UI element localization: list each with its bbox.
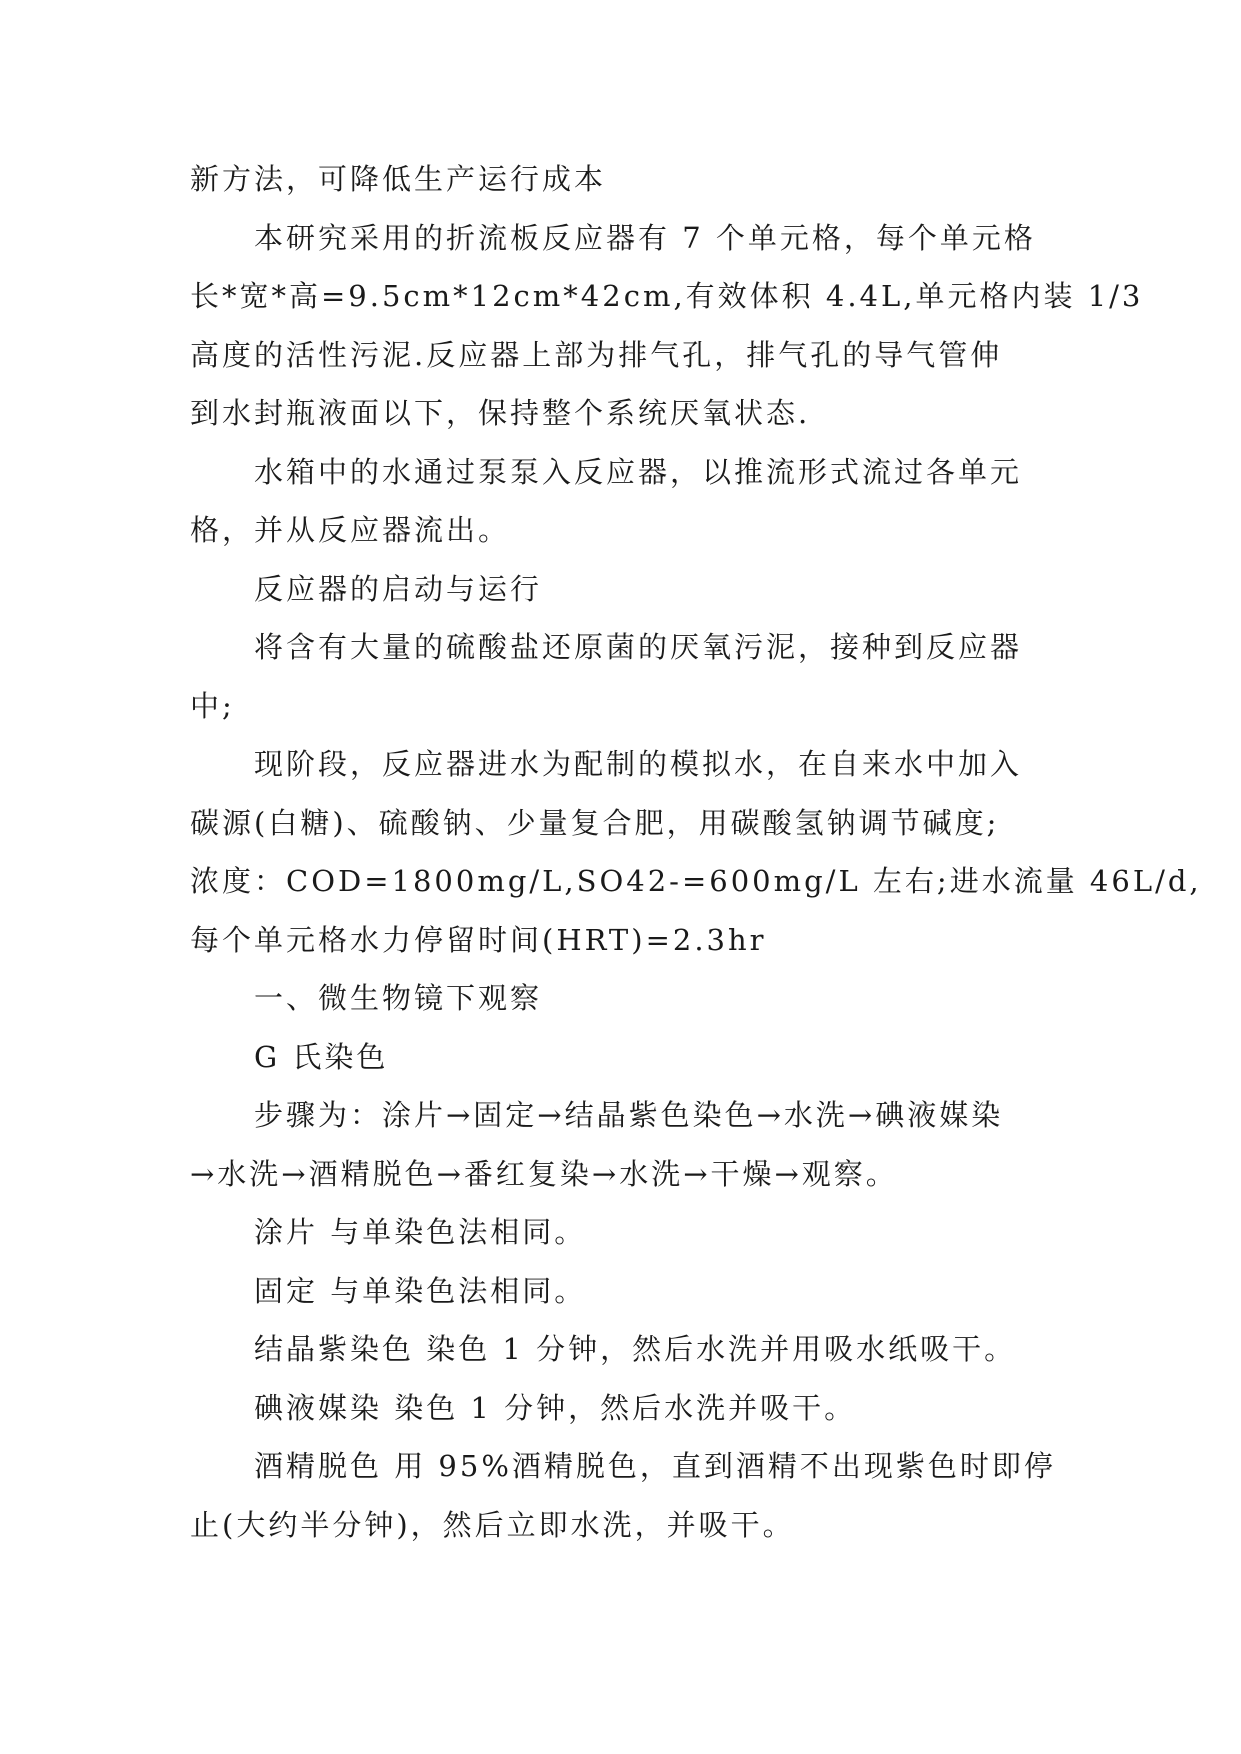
text-line: 格，并从反应器流出。 <box>190 513 511 547</box>
text-line: 每个单元格水力停留时间(HRT)=2.3hr <box>190 922 767 957</box>
text-line: 中; <box>190 688 235 723</box>
step-iodine: 碘液媒染 染色 1 分钟，然后水洗并吸干。 <box>254 1390 857 1425</box>
paragraph-influent: 现阶段，反应器进水为配制的模拟水，在自来水中加入 <box>254 747 1023 781</box>
step-smear: 涂片 与单染色法相同。 <box>254 1215 587 1249</box>
text-line-continuation: 新方法，可降低生产运行成本 <box>190 162 607 196</box>
text-line: 到水封瓶液面以下，保持整个系统厌氧状态. <box>190 396 811 430</box>
step-decolorize: 酒精脱色 用 95%酒精脱色，直到酒精不出现紫色时即停 <box>254 1449 1056 1483</box>
text-line: 浓度：COD=1800mg/L,SO42-=600mg/L 左右;进水流量 46L/d, <box>190 864 1202 898</box>
step-fixation: 固定 与单染色法相同。 <box>254 1273 587 1308</box>
text-line: 止(大约半分钟)，然后立即水洗，并吸干。 <box>190 1507 795 1542</box>
text-line: →水洗→酒精脱色→番红复染→水洗→干燥→观察。 <box>190 1156 898 1191</box>
document-body <box>190 150 1202 1554</box>
paragraph-steps: 步骤为：涂片→固定→结晶紫色染色→水洗→碘液媒染 <box>254 1098 1004 1132</box>
step-crystal-violet: 结晶紫染色 染色 1 分钟，然后水洗并用吸水纸吸干。 <box>254 1332 1017 1366</box>
section-heading-gram-stain: G 氏染色 <box>254 1039 389 1074</box>
paragraph-water-flow: 水箱中的水通过泵泵入反应器，以推流形式流过各单元 <box>254 454 1023 489</box>
paragraph-reactor-description: 本研究采用的折流板反应器有 7 个单元格，每个单元格 <box>254 220 1036 255</box>
text-line: 高度的活性污泥.反应器上部为排气孔，排气孔的导气管伸 <box>190 337 1003 372</box>
text-line: 碳源(白糖)、硫酸钠、少量复合肥，用碳酸氢钠调节碱度; <box>190 805 1000 840</box>
section-heading-startup: 反应器的启动与运行 <box>254 571 543 606</box>
text-line: 长*宽*高=9.5cm*12cm*42cm,有效体积 4.4L,单元格内装 1/3 <box>190 279 1144 313</box>
paragraph-inoculation: 将含有大量的硫酸盐还原菌的厌氧污泥，接种到反应器 <box>254 630 1023 664</box>
section-heading-microscopy: 一、微生物镜下观察 <box>254 981 543 1015</box>
